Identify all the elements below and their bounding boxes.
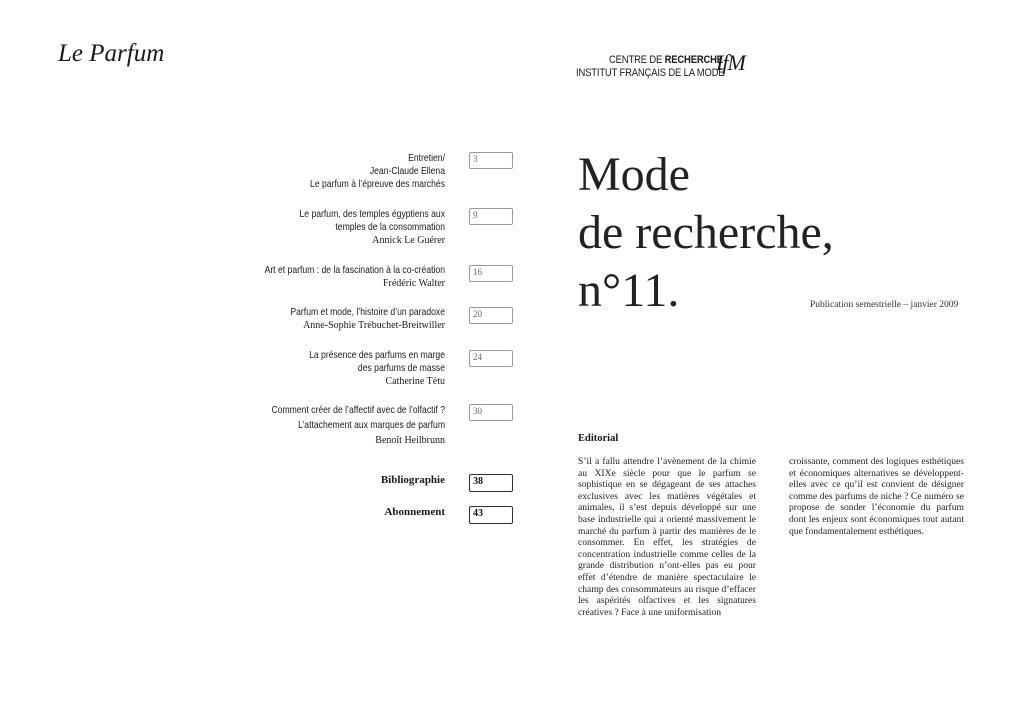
brand-title: Le Parfum bbox=[58, 40, 165, 67]
toc-page-6: 30 bbox=[469, 404, 513, 421]
toc-page-2: 9 bbox=[469, 208, 513, 225]
toc-page-1: 3 bbox=[469, 152, 513, 169]
editorial-column-2: croissante, comment des logiques esthétiques et économiques alternatives se développent-elles avec ce qu’il est convient de désigner comme des parfums de niche ? Ce numéro se propose de sonder l’économie du parfum dont les enjeux sont économiques tout autant que fondamentalement esthétiques. bbox=[789, 456, 964, 537]
editorial-column-1: S’il a fallu attendre l’avènement de la chimie au XIXe siècle pour que le parfum se sophistique en se dégageant de ses attaches exclusives avec les matières végétales et animales, il s’est depuis développé sur une base industrielle qui a orienté massivement le marché du parfum à partir des manières de le consommer. En effet, les stratégies de concentration industrielle comme celles de la grande distribution n’ont-elles pas eu pour effet d’étendre de manière spectaculaire le champ des consommateurs au risque d’effacer les aspérités olfactives et les signatures créatives ? Face à une uniformisation bbox=[578, 456, 756, 618]
publication-info: Publication semestrielle – janvier 2009 bbox=[810, 300, 959, 310]
logo-line-2: INSTITUT FRANÇAIS DE LA MODE bbox=[576, 67, 725, 79]
logo-line-1: CENTRE DE RECHERCHE bbox=[609, 54, 723, 66]
ifm-logo-mark: IfM bbox=[716, 50, 745, 75]
issue-title: Mode de recherche, n°11. bbox=[578, 148, 834, 317]
toc-entry-1: Entretien/ Jean-Claude Ellena Le parfum à l’épreuve des marchés bbox=[310, 152, 445, 190]
toc-page-bibliographie: 38 bbox=[469, 474, 513, 492]
toc-entry-5: La présence des parfums en marge des parfums de masse Catherine Tétu bbox=[309, 349, 445, 387]
toc-abonnement: Abonnement bbox=[384, 506, 445, 518]
toc-page-4: 20 bbox=[469, 307, 513, 324]
ifm-logo bbox=[576, 50, 756, 84]
toc-entry-6: Comment créer de l’affectif avec de l’olfactif ? L’attachement aux marques de parfum Benoît Heilbrunn bbox=[271, 404, 445, 446]
toc-entry-3: Art et parfum : de la fascination à la co-création Frédéric Walter bbox=[264, 264, 445, 289]
toc-page-5: 24 bbox=[469, 350, 513, 367]
toc-entry-4: Parfum et mode, l’histoire d’un paradoxe Anne-Sophie Trébuchet-Breitwiller bbox=[290, 306, 445, 331]
toc-entry-2: Le parfum, des temples égyptiens aux temples de la consommation Annick Le Guérer bbox=[299, 208, 445, 246]
toc-page-3: 16 bbox=[469, 265, 513, 282]
toc-bibliographie: Bibliographie bbox=[380, 474, 445, 486]
editorial-heading: Editorial bbox=[578, 433, 619, 444]
toc-page-abonnement: 43 bbox=[469, 506, 513, 524]
